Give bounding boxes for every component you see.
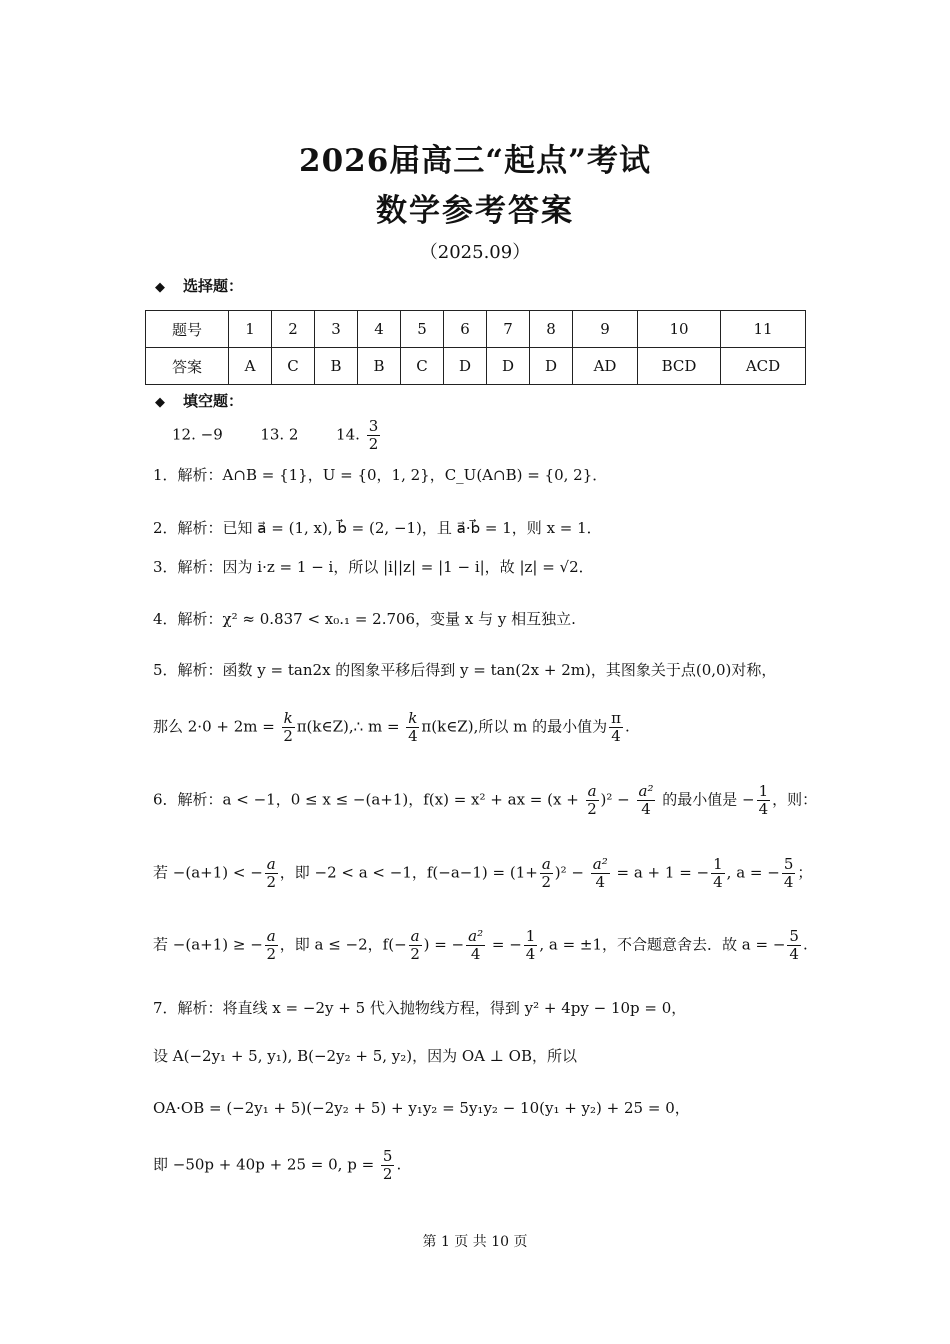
exam-date: （2025.09） — [419, 242, 531, 263]
solution-7-line-4: 即 −50p + 40p + 25 = 0, p = $\frac{5}{2}$ . — [153, 1147, 402, 1183]
fraction: $\frac{5}{2}$ — [382, 1147, 393, 1183]
table-cell: C — [272, 348, 315, 385]
fraction: $\frac{k}{4}$ — [408, 709, 418, 745]
fraction: $\frac{a}{2}$ — [266, 855, 277, 891]
table-cell: 3 — [315, 311, 358, 348]
table-cell: 7 — [487, 311, 530, 348]
solution-6-line-1: 6．解析：a < −1，0 ≤ x ≤ −(a+1)，f(x) = x² + ax = (x + $\frac{a}{2}$ )² − $\frac{\text{a²}}{4}$ 的最小值是 − $\frac{1}{4}$ ，则： — [153, 782, 818, 818]
solution-6-line-3: 若 −(a+1) ≥ − $\frac{a}{2}$ ，即 a ≤ −2，f(− $\frac{a}{2}$ ) = − $\frac{\text{a²}}{4}$ = − $\frac{1}{4}$ , a = ±1，不合题意舍去．故 a = − $\frac{5}{4}$ . — [153, 927, 808, 963]
fraction: $\frac{1}{4}$ — [525, 927, 536, 963]
table-cell: 2 — [272, 311, 315, 348]
fraction: $\frac{5}{4}$ — [783, 855, 794, 891]
table-cell: AD — [573, 348, 638, 385]
fraction: $\frac{a}{2}$ — [587, 782, 597, 818]
solution-1: 1．解析：A∩B = {1}，U = {0，1, 2}，C_U(A∩B) = {0, 2}． — [153, 466, 608, 484]
page-title: 2026届高三“起点”考试 — [299, 143, 651, 179]
solution-6-line-2: 若 −(a+1) < − $\frac{a}{2}$ ，即 −2 < a < −1，f(−a−1) = (1+ $\frac{a}{2}$ )² − $\frac{\text{a²}}{4}$ = a + 1 = − $\frac{1}{4}$ , a = − $\frac{5}{4}$ ； — [153, 855, 813, 891]
table-cell: B — [358, 348, 401, 385]
fraction: $\frac{5}{4}$ — [789, 927, 799, 963]
page-subtitle: 数学参考答案 — [376, 193, 574, 229]
table-cell: 1 — [229, 311, 272, 348]
table-header-cell: 答案 — [146, 348, 229, 385]
table-cell: 4 — [358, 311, 401, 348]
fraction: $\frac{\text{a²}}{4}$ — [468, 927, 484, 963]
solution-7-line-3: OA·OB = (−2y₁ + 5)(−2y₂ + 5) + y₁y₂ = 5y₁y₂ − 10(y₁ + y₂) + 25 = 0， — [153, 1099, 690, 1117]
solution-5-line-2: 那么 2·0 + 2m = $\frac{k}{2}$ π(k∈Z),∴ m = $\frac{k}{4}$ π(k∈Z),所以 m 的最小值为 $\frac{\pi}{4}$ . — [153, 709, 630, 745]
table-cell: 5 — [401, 311, 444, 348]
fraction: $\frac{3}{2}$ — [368, 417, 379, 453]
table-header-cell: 题号 — [146, 311, 229, 348]
table-cell: 6 — [444, 311, 487, 348]
table-cell: D — [444, 348, 487, 385]
page-footer: 第 1 页 共 10 页 — [422, 1234, 528, 1250]
fraction: $\frac{\text{a²}}{4}$ — [638, 782, 654, 818]
solution-7-line-1: 7．解析：将直线 x = −2y + 5 代入抛物线方程，得到 y² + 4py − 10p = 0， — [153, 999, 687, 1017]
fraction: $\frac{a}{2}$ — [410, 927, 420, 963]
table-row — [146, 348, 806, 385]
table-cell: 9 — [573, 311, 638, 348]
table-cell: 8 — [530, 311, 573, 348]
fraction: $\frac{1}{4}$ — [713, 855, 723, 891]
table-cell: A — [229, 348, 272, 385]
answer-13: 13. 2 — [260, 425, 299, 444]
fraction: $\frac{k}{2}$ — [283, 709, 293, 745]
table-row — [146, 311, 806, 348]
solution-4: 4．解析：χ² ≈ 0.837 < x₀.₁ = 2.706，变量 x 与 y 相互独立. — [153, 610, 576, 628]
table-cell: 11 — [721, 311, 806, 348]
solution-2: 2．解析：已知 a⃗ = (1, x), b⃗ = (2, −1)，且 a⃗·b⃗ = 1，则 x = 1． — [153, 519, 602, 537]
answer-table — [145, 310, 806, 385]
answer-12: 12. −9 — [172, 425, 223, 444]
fraction: $\frac{a}{2}$ — [266, 927, 277, 963]
fill-answers — [172, 418, 382, 453]
solution-5-line-1: 5．解析：函数 y = tan2x 的图象平移后得到 y = tan(2x + 2m)，其图象关于点(0,0)对称， — [153, 661, 777, 679]
section-fill: ◆ 填空题： — [155, 392, 244, 410]
answer-14-label: 14. — [336, 425, 360, 444]
table-cell: D — [530, 348, 573, 385]
fraction: $\frac{1}{4}$ — [758, 782, 769, 818]
table-cell: BCD — [638, 348, 721, 385]
table-cell: B — [315, 348, 358, 385]
table-cell: D — [487, 348, 530, 385]
fraction: $\frac{a}{2}$ — [541, 855, 552, 891]
solution-3: 3．解析：因为 i·z = 1 − i，所以 |i||z| = |1 − i|，故 |z| = √2． — [153, 558, 594, 576]
table-cell: 10 — [638, 311, 721, 348]
fraction: $\frac{\pi}{4}$ — [611, 709, 621, 745]
table-cell: ACD — [721, 348, 806, 385]
diamond-bullet-icon: ◆ — [155, 280, 165, 295]
fraction: $\frac{\text{a²}}{4}$ — [592, 855, 608, 891]
diamond-bullet-icon: ◆ — [155, 395, 165, 410]
table-cell: C — [401, 348, 444, 385]
section-choice: ◆ 选择题： — [155, 277, 244, 295]
solution-7-line-2: 设 A(−2y₁ + 5, y₁), B(−2y₂ + 5, y₂)，因为 OA ⊥ OB，所以 — [153, 1047, 577, 1065]
